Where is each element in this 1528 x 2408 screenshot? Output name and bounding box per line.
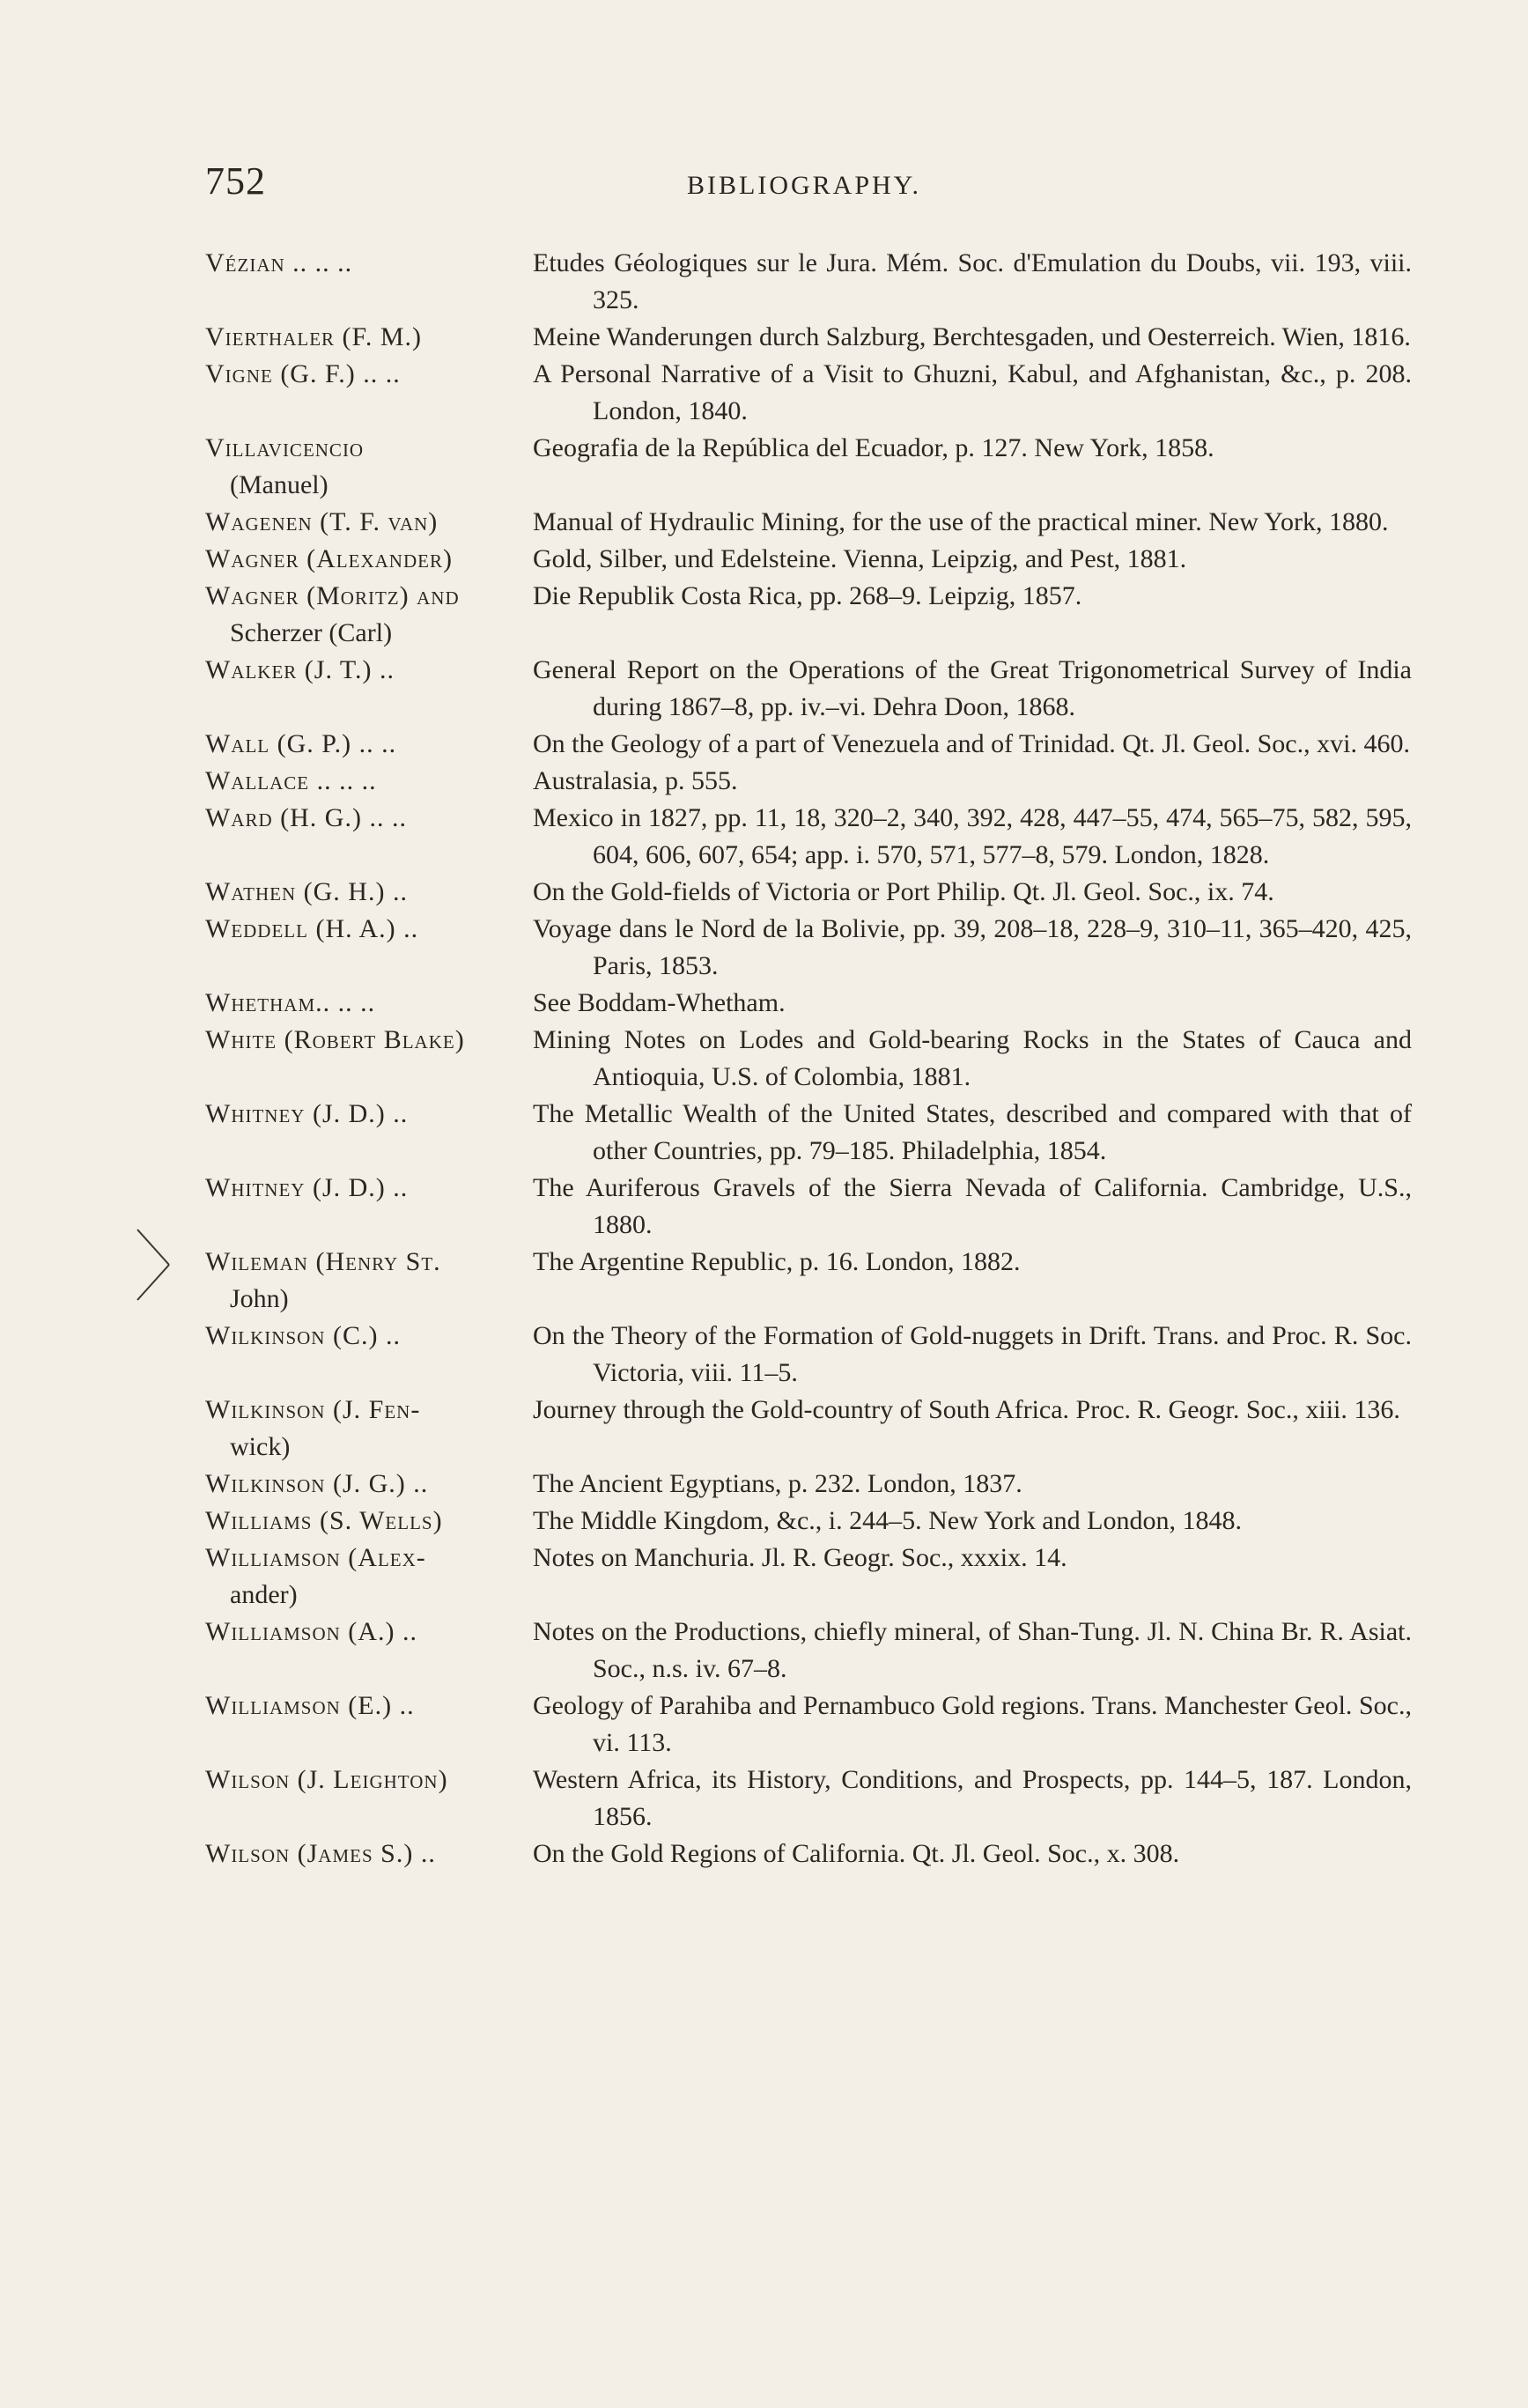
bibliography-entry [205,1762,1412,1836]
bibliography-entry [205,1392,1412,1466]
entry-author-continued: (Manuel) [230,470,328,499]
bibliography-entry [205,1318,1412,1392]
entry-citation: A Personal Narrative of a Visit to Ghuzni, Kabul, and Afghanistan, &c., p. 208. London, 1840. [533,359,1412,425]
entry-author: Wileman (Henry St. John) [205,1244,533,1318]
entry-citation: General Report on the Operations of the Great Trigonometrical Survey of India during 1867–8, pp. iv.–vi. Dehra Doon, 1868. [533,655,1412,721]
entry-citation: Etudes Géologiques sur le Jura. Mém. Soc. d'Emulation du Doubs, vii. 193, viii. 325. [533,248,1412,314]
entry-citation: Geografia de la República del Ecuador, p. 127. New York, 1858. [533,433,1214,462]
entry-author: Wilkinson (J. G.) .. [205,1469,429,1498]
running-head [205,159,1403,211]
entry-author: Whetham.. .. .. [205,988,376,1017]
entry-citation: Geology of Parahiba and Pernambuco Gold regions. Trans. Manchester Geol. Soc., vi. 113. [533,1691,1412,1757]
bibliography-entry [205,800,1412,874]
entry-citation: Meine Wanderungen durch Salzburg, Berchtesgaden, und Oesterreich. Wien, 1816. [533,322,1411,351]
bibliography-entry [205,1466,1412,1503]
bibliography-entry [205,1614,1412,1688]
entry-citation: The Argentine Republic, p. 16. London, 1882. [533,1247,1021,1276]
bibliography-entry [205,578,1412,652]
running-title: BIBLIOGRAPHY. [687,171,921,200]
entry-author: Wilson (J. Leighton) [205,1765,448,1794]
entry-author: Wilkinson (C.) .. [205,1321,401,1350]
entry-citation: Notes on the Productions, chiefly mineral, of Shan-Tung. Jl. N. China Br. R. Asiat. Soc., n.s. iv. 67–8. [533,1617,1412,1683]
page-number: 752 [205,159,266,203]
bibliography-list [205,245,1412,1872]
bibliography-entry [205,763,1412,800]
entry-author: Weddell (H. A.) .. [205,914,419,943]
entry-author: Wilkinson (J. Fen- wick) [205,1392,533,1466]
entry-author: Wallace .. .. .. [205,766,377,795]
bibliography-entry [205,1836,1412,1872]
bibliography-entry [205,985,1412,1022]
entry-author: Williamson (Alex- ander) [205,1540,533,1614]
entry-author: Vézian .. .. .. [205,248,353,277]
entry-author: Wagenen (T. F. van) [205,507,439,536]
entry-author: Wilson (James S.) .. [205,1839,436,1868]
entry-citation: On the Gold Regions of California. Qt. Jl. Geol. Soc., x. 308. [533,1839,1180,1868]
bibliography-entry [205,1503,1412,1540]
entry-author-continued: ander) [230,1580,298,1609]
entry-author: Whitney (J. D.) .. [205,1173,409,1202]
entry-citation: Notes on Manchuria. Jl. R. Geogr. Soc., xxxix. 14. [533,1543,1067,1572]
entry-citation: Gold, Silber, und Edelsteine. Vienna, Leipzig, and Pest, 1881. [533,544,1187,573]
entry-citation: See Boddam-Whetham. [533,988,786,1017]
entry-citation: Manual of Hydraulic Mining, for the use of the practical miner. New York, 1880. [533,507,1389,536]
bibliography-entry [205,1096,1412,1170]
entry-citation: On the Gold-fields of Victoria or Port Philip. Qt. Jl. Geol. Soc., ix. 74. [533,877,1274,906]
entry-author: Wall (G. P.) .. .. [205,729,397,758]
bibliography-entry [205,1170,1412,1244]
entry-author: Whitney (J. D.) .. [205,1099,409,1128]
entry-author-continued: Scherzer (Carl) [230,618,393,647]
bibliography-entry [205,319,1412,356]
entry-citation: The Auriferous Gravels of the Sierra Nevada of California. Cambridge, U.S., 1880. [533,1173,1412,1239]
entry-citation: Western Africa, its History, Conditions, and Prospects, pp. 144–5, 187. London, 1856. [533,1765,1412,1831]
bibliography-entry [205,504,1412,541]
entry-citation: Die Republik Costa Rica, pp. 268–9. Leipzig, 1857. [533,581,1082,610]
bibliography-entry [205,245,1412,319]
entry-citation: Mexico in 1827, pp. 11, 18, 320–2, 340, 392, 428, 447–55, 474, 565–75, 582, 595, 604, 606, 607, 654; app. i. 570, 571, 577–8, 579. London, 1828. [533,803,1412,869]
bibliography-entry [205,356,1412,430]
entry-citation: On the Geology of a part of Venezuela and of Trinidad. Qt. Jl. Geol. Soc., xvi. 460. [533,729,1410,758]
bibliography-entry [205,874,1412,911]
bibliography-entry [205,726,1412,763]
entry-author: Walker (J. T.) .. [205,655,395,684]
entry-author-continued: John) [230,1284,289,1313]
pencil-tick-mark [134,1226,213,1305]
bibliography-entry [205,911,1412,985]
entry-citation: On the Theory of the Formation of Gold-nuggets in Drift. Trans. and Proc. R. Soc. Victoria, viii. 11–5. [533,1321,1412,1387]
entry-author: Williamson (A.) .. [205,1617,417,1646]
bibliography-entry [205,430,1412,504]
entry-citation: Voyage dans le Nord de la Bolivie, pp. 39, 208–18, 228–9, 310–11, 365–420, 425, Paris, 1853. [533,914,1412,980]
bibliography-entry [205,1540,1412,1614]
entry-citation: Mining Notes on Lodes and Gold-bearing Rocks in the States of Cauca and Antioquia, U.S. of Colombia, 1881. [533,1025,1412,1091]
entry-author: Wagner (Alexander) [205,544,453,573]
entry-citation: Australasia, p. 555. [533,766,738,795]
entry-author: Villavicencio (Manuel) [205,430,533,504]
bibliography-entry [205,1688,1412,1762]
entry-author: Wagner (Moritz) and Scherzer (Carl) [205,578,533,652]
entry-author: Vigne (G. F.) .. .. [205,359,401,388]
bibliography-entry [205,652,1412,726]
entry-citation: The Metallic Wealth of the United States, described and compared with that of other Countries, pp. 79–185. Philadelphia, 1854. [533,1099,1412,1165]
entry-author: White (Robert Blake) [205,1025,465,1054]
entry-author: Wathen (G. H.) .. [205,877,408,906]
bibliography-entry [205,541,1412,578]
entry-author: Vierthaler (F. M.) [205,322,422,351]
entry-author: Williams (S. Wells) [205,1506,443,1535]
entry-citation: Journey through the Gold-country of South Africa. Proc. R. Geogr. Soc., xiii. 136. [533,1395,1400,1424]
entry-citation: The Ancient Egyptians, p. 232. London, 1837. [533,1469,1022,1498]
entry-author: Ward (H. G.) .. .. [205,803,407,832]
entry-author-continued: wick) [230,1432,291,1461]
bibliography-entry [205,1244,1412,1318]
entry-author: Williamson (E.) .. [205,1691,415,1720]
entry-citation: The Middle Kingdom, &c., i. 244–5. New York and London, 1848. [533,1506,1242,1535]
bibliography-entry [205,1022,1412,1096]
